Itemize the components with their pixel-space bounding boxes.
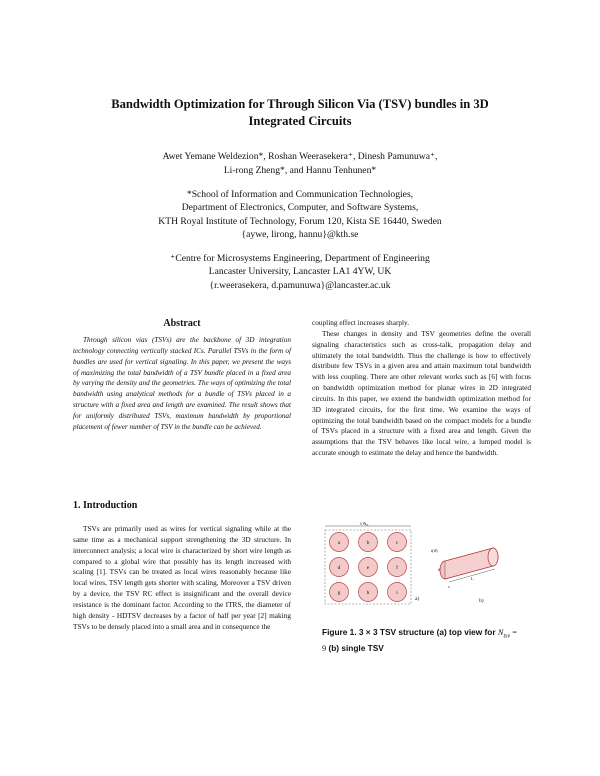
affiliation-line: *School of Information and Communication Technologies, xyxy=(186,189,414,200)
right-column-text xyxy=(312,318,531,459)
caption-prefix: Figure 1. xyxy=(322,627,357,637)
caption-dimensions: 3 × 3 xyxy=(358,627,378,637)
abstract-section xyxy=(73,318,291,433)
introduction-paragraph: TSVs are primarily used as wires for vertical signaling while at the same time as a mechanical support strengthening the 3D structure. In interconnect analysis; a local wire is characterized by short wire length as compared to a global wire that possibly has its length increased with scaling [1]. TSVs can be treated as local wires reasonably because like local wires, TSV length gets shorter with scaling. Moreover a TSV driven by a device, the TSV RC effect is insignificant and the overall device resistance is the dominant factor. According to the ITRS, the diameter of high density - HDTSV decreases by a factor of half per year [2] making TSVs to be densely placed into a small area and in consequence the xyxy=(73,524,291,631)
via-label: a xyxy=(337,540,341,546)
authors-line-2: Li-rong Zheng*, and Hannu Tenhunen* xyxy=(223,165,377,176)
tsv-label-d: d xyxy=(438,567,441,572)
via-label: d xyxy=(337,565,341,571)
introduction-body xyxy=(73,524,291,632)
via-label: e xyxy=(366,565,370,571)
figure-1 xyxy=(317,522,531,622)
paper-title xyxy=(80,96,520,130)
title-line-1: Bandwidth Optimization for Through Silicon Via (TSV) bundles in 3D xyxy=(111,97,489,111)
affiliation-kth xyxy=(60,188,540,242)
affiliation-lancaster xyxy=(60,252,540,292)
affiliation-email: {r.weerasekera, d.pamunuwa}@lancaster.ac.uk xyxy=(209,279,391,291)
grid-dimension-label: √A₀ xyxy=(359,522,369,527)
via-grid xyxy=(330,533,407,602)
abstract-text: Through silicon vias (TSVs) are the backbone of 3D integration technology connecting vertically stacked ICs. Parallel TSVs in the form of bundles are used for vertical signaling. In this paper, we present the ways of maximizing the total bandwidth of a TSV bundle placed in a fixed area by varying the density and the geometries. The ways of optimizing the total bandwidth using analytical methods for a bundle of TSVs placed in a structure with a fixed area and length are examined. The result shows that for uniformly distributed TSVs, maximum bandwidth by proportional placement of fewer number of TSV in the bundle can be achieved. xyxy=(73,336,291,431)
title-line-2: Integrated Circuits xyxy=(248,114,352,128)
via-label: f xyxy=(396,565,398,571)
single-tsv-panel xyxy=(431,548,498,604)
via-label: b xyxy=(366,540,370,546)
affiliation-line: Department of Electronics, Computer, and Software Systems, xyxy=(181,202,419,214)
tsv-label-s: s xyxy=(448,584,450,589)
caption-equation: = 9 xyxy=(322,628,517,653)
subfigure-a-label: a) xyxy=(415,596,420,602)
author-list xyxy=(90,150,510,178)
introduction-heading: 1. Introduction xyxy=(73,500,138,511)
tsv-grid-panel xyxy=(325,522,419,604)
caption-middle: TSV structure (a) top view for xyxy=(379,627,496,637)
affiliation-line: Lancaster University, Lancaster LA1 4YW, UK xyxy=(208,266,392,278)
caption-variable: $N_{tsv}$ xyxy=(497,628,511,640)
via-label: g xyxy=(337,590,341,596)
affiliation-line: KTH Royal Institute of Technology, Forum 120, Kista SE 16440, Sweden xyxy=(158,215,442,227)
subfigure-b-label: b) xyxy=(479,598,484,604)
right-paragraph-2: These changes in density and TSV geometries define the overall signaling characteristics such as cross-talk, propagation delay and ultimately the total bandwidth. Thus the challenge is how to effectively distribute few TSVs in a given area and attain maximum total bandwidth with less coupling. There are other relevant works such as [6] with focus on bandwidth optimization method for planar wires in 2D integrated circuits. In this paper, we extend the bandwidth optimization method for 3D integrated circuits, for the first time. We examine the ways of optimizing the total bandwidth based on the compact models for a bundle of TSVs placed in a structure with a fixed area and length. Given the assumptions that the TSV behaves like local wire, a lumped model is accurate enough to estimate the delay and hence the bandwidth. xyxy=(312,328,531,458)
affiliation-line: ⁺Centre for Microsystems Engineering, Department of Engineering xyxy=(170,253,430,264)
authors-line-1: Awet Yemane Weldezion*, Roshan Weerasekera⁺, Dinesh Pamunuwa⁺, xyxy=(162,151,438,162)
tsv-label-td: t(d) xyxy=(431,548,438,553)
figure-1-caption xyxy=(322,627,522,654)
continuation-line: coupling effect increases sharply. xyxy=(312,318,410,327)
tsv-figure-graphic xyxy=(317,522,531,622)
via-label: i xyxy=(396,590,398,596)
caption-end: (b) single TSV xyxy=(328,642,384,653)
tsv-far-face xyxy=(488,548,498,566)
via-label: h xyxy=(366,590,370,596)
abstract-heading: Abstract xyxy=(163,318,201,329)
affiliation-email: {aywe, lirong, hannu}@kth.se xyxy=(241,229,359,241)
via-label: c xyxy=(395,540,399,546)
tsv-label-L: L xyxy=(471,576,474,581)
